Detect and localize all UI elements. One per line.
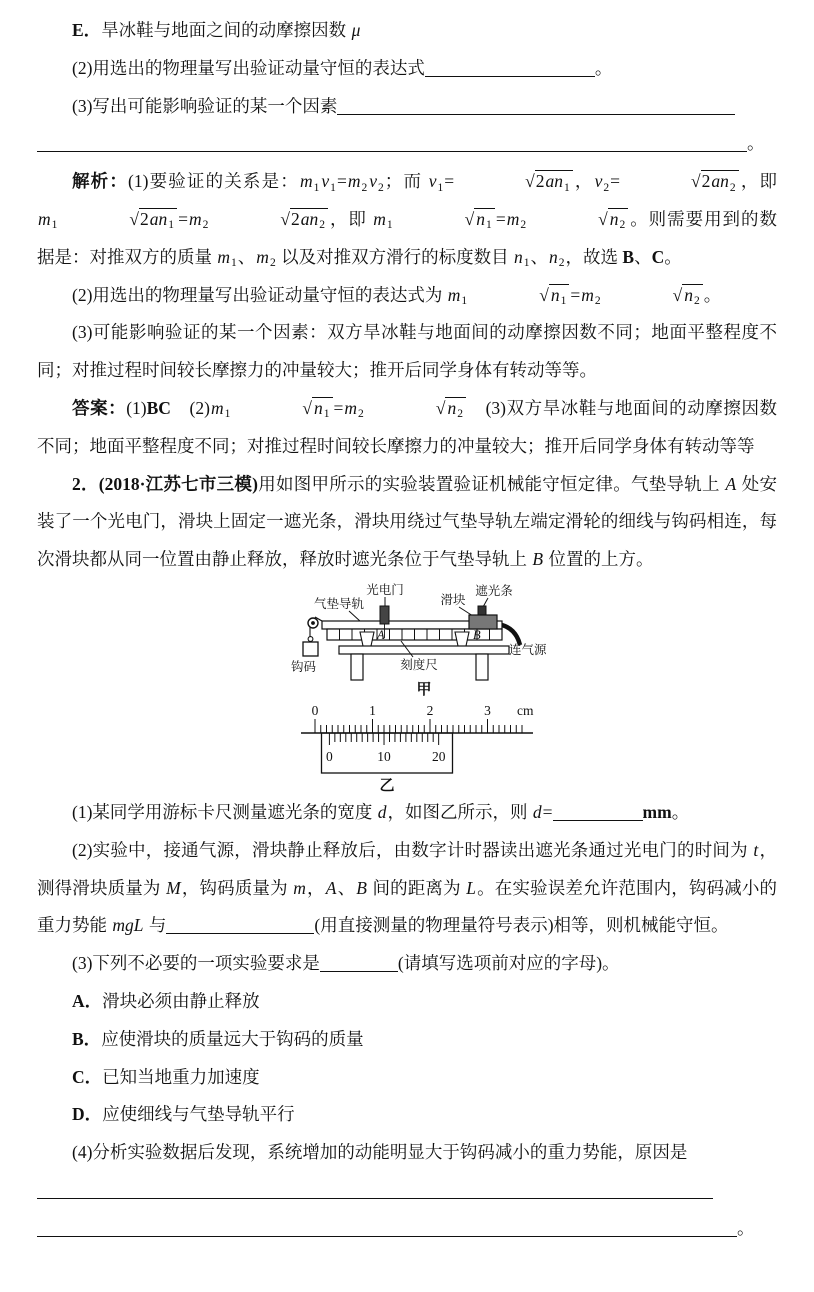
photogate-label: 光电门	[366, 582, 404, 597]
option-e-line	[37, 12, 777, 50]
vernier-caliper-diagram	[293, 699, 538, 794]
question2-part1-line	[37, 794, 777, 832]
text-run: ，即	[329, 208, 373, 229]
text-run: 间的距离为	[367, 877, 466, 898]
air-track-pointer-line	[349, 611, 361, 622]
subscript: 1	[563, 181, 570, 194]
radicand	[290, 208, 328, 232]
bold-text: BC	[146, 397, 171, 418]
blank-answer-line-2	[37, 1210, 777, 1248]
text-run: (1)要验证的关系是：	[128, 171, 299, 192]
radical-sign: √	[435, 397, 446, 418]
figure-jia-caption: 甲	[416, 681, 432, 697]
subscript: 1	[437, 181, 444, 194]
text-run: 与	[144, 915, 167, 936]
air-track-label: 气垫导轨	[313, 596, 365, 611]
question2-part2-paragraph	[37, 832, 777, 945]
variable: m	[373, 208, 386, 229]
variable: m	[347, 171, 361, 192]
point-b-label: B	[473, 627, 481, 642]
subscript: 1	[486, 219, 492, 232]
main-scale-number-3: 3	[483, 702, 491, 718]
table-top	[339, 646, 509, 654]
text-run: 、	[530, 246, 548, 267]
radical-sign: √	[672, 284, 683, 305]
main-scale-unit: cm	[516, 702, 533, 718]
question1-part3-line	[37, 88, 777, 126]
option-d	[37, 1096, 777, 1134]
variable: an	[711, 171, 729, 192]
sqrt-expression	[455, 163, 573, 201]
radicand	[445, 397, 466, 421]
text-run: =	[178, 208, 188, 229]
subscript: 2	[319, 219, 325, 232]
sqrt-expression	[528, 201, 628, 239]
text-run: (3)下列不必要的一项实验要求是	[72, 953, 320, 974]
text-run: =	[333, 397, 344, 418]
support-foot-a	[360, 632, 374, 646]
radicand	[608, 208, 629, 232]
text-run: ，	[573, 171, 594, 192]
figure-yi-caption: 乙	[378, 777, 395, 794]
analysis-paragraph	[37, 163, 777, 276]
text-run: =	[610, 171, 621, 192]
sqrt-expression	[603, 277, 703, 315]
radical-sign: √	[129, 208, 140, 229]
bold-text: B	[622, 246, 635, 267]
radical-sign: √	[539, 284, 549, 305]
radical-sign: √	[302, 397, 312, 418]
option-a	[37, 983, 777, 1021]
variable: d	[377, 801, 387, 822]
text-run: 、	[237, 246, 256, 267]
text-run: 。	[594, 57, 613, 78]
variable: μ	[351, 20, 361, 40]
ruler-label: 刻度尺	[400, 657, 438, 672]
text-run: 。	[671, 801, 690, 822]
sqrt-expression	[395, 201, 495, 239]
main-scale-number-0: 0	[311, 702, 318, 718]
subscript: 1	[323, 408, 330, 421]
vernier-number-20: 20	[431, 748, 445, 764]
subscript: 1	[386, 219, 393, 232]
bold-text: mm	[642, 801, 672, 822]
blank-underline	[166, 916, 314, 935]
support-foot-b	[455, 632, 469, 646]
text-run: 应使细线与气垫导轨平行	[102, 1104, 295, 1125]
text-run: 已知当地重力加速度	[102, 1066, 260, 1087]
variable: B	[356, 877, 367, 898]
subscript: 2	[619, 219, 626, 232]
text-run: (1)	[126, 397, 147, 418]
pulley-axle	[312, 622, 315, 625]
subscript: 2	[603, 181, 610, 194]
variable: mgL	[112, 915, 144, 936]
text-run: (2)实验中，接通气源，滑块静止释放后，由数字计时器读出遮光条通过光电门的时间为	[72, 839, 753, 860]
analysis-part2-line	[37, 277, 777, 315]
variable: L	[466, 877, 476, 898]
sqrt-expression	[232, 390, 332, 428]
text-run: 2	[290, 208, 300, 229]
text-run: (1)某同学用游标卡尺测量遮光条的宽度	[72, 801, 377, 822]
subscript: 1	[224, 408, 231, 421]
blank-answer-line	[37, 125, 777, 163]
answer-paragraph	[37, 390, 777, 466]
variable: m	[293, 877, 306, 898]
variable: m	[447, 284, 461, 305]
question2-part4-line	[37, 1134, 777, 1172]
blank-underline	[37, 134, 747, 153]
variable: v	[321, 171, 330, 192]
variable: A	[325, 877, 337, 898]
text-run: (4)分析实验数据后发现，系统增加的动能明显大于钩码减小的重力势能，原因是	[72, 1142, 688, 1163]
point-a-label: A	[377, 627, 385, 642]
radical-sign: √	[525, 171, 535, 192]
option-b	[37, 1021, 777, 1059]
bold-text: 解析：	[72, 171, 129, 192]
text-run: ，如图乙所示，则	[387, 801, 532, 822]
variable: n	[447, 397, 457, 418]
subscript: 1	[168, 219, 175, 232]
variable: m	[256, 246, 269, 267]
vernier-ticks	[329, 733, 438, 745]
radical-sign: √	[691, 171, 701, 192]
text-run: ，测得滑块质量为	[37, 839, 778, 898]
variable: n	[549, 246, 558, 267]
variable: m	[217, 246, 231, 267]
text-run: ，即	[739, 171, 778, 192]
table-leg-right	[476, 654, 488, 680]
subscript: 1	[51, 219, 58, 232]
radicand	[682, 284, 703, 308]
bold-text: D．	[72, 1104, 103, 1125]
bold-text: 答案：	[72, 397, 127, 418]
variable: an	[545, 171, 563, 192]
bold-text: A．	[72, 990, 103, 1011]
variable: n	[476, 208, 486, 229]
radicand	[701, 170, 739, 194]
subscript: 1	[461, 295, 468, 308]
text-run: 滑块必须由静止释放	[102, 990, 260, 1011]
text-run: (2)用选出的物理量写出验证动量守恒的表达式为	[72, 284, 447, 305]
text-run: 。	[703, 284, 722, 305]
sqrt-expression	[210, 201, 328, 239]
text-run: 。则需要用到的数据是：对推双方的质量	[37, 208, 777, 267]
radicand	[474, 208, 495, 232]
slider-block	[469, 615, 497, 629]
radicand	[312, 397, 333, 421]
bold-text: C．	[72, 1066, 103, 1087]
subscript: 2	[694, 295, 700, 308]
text-run: =	[444, 171, 455, 192]
variable: n	[314, 397, 323, 418]
variable: m	[581, 284, 594, 305]
hook-weight	[303, 642, 318, 656]
text-run: (3)双方旱冰鞋与地面间的动摩擦因数不同；地面平整程度不同；对推过程时间较长摩擦力的冲量较大；推开后同学身体有转动等等	[37, 397, 778, 456]
text-run: (2)	[170, 397, 210, 418]
variable: B	[532, 549, 544, 570]
text-run: =	[542, 801, 553, 822]
variable: v	[369, 171, 378, 192]
blank-underline	[337, 96, 735, 115]
text-run: (请填写选项前对应的字母)。	[397, 953, 620, 974]
subscript: 2	[361, 181, 368, 194]
variable: n	[513, 246, 523, 267]
radical-sign: √	[280, 208, 290, 229]
variable: d	[532, 801, 542, 822]
variable: t	[753, 839, 759, 860]
photogate-device	[380, 606, 389, 624]
question2-part3-line	[37, 945, 777, 983]
radicand	[535, 170, 573, 194]
sqrt-expression	[469, 277, 569, 315]
subscript: 2	[729, 181, 736, 194]
text-run: 应使滑块的质量远大于钩码的质量	[101, 1028, 364, 1049]
subscript: 2	[378, 181, 384, 194]
variable: m	[344, 397, 358, 418]
text-run: 。	[737, 1217, 755, 1238]
radical-sign: √	[464, 208, 475, 229]
blank-underline	[553, 802, 643, 821]
text-run: (3)写出可能影响验证的某一个因素	[72, 95, 338, 116]
subscript: 2	[202, 219, 209, 232]
radicand	[139, 208, 177, 232]
air-source-label: 连气源	[509, 642, 547, 657]
text-run: 用如图甲所示的实验装置验证机械能守恒定律。气垫导轨上	[258, 473, 725, 494]
hook-weight-label: 钩码	[291, 659, 317, 674]
text-run: 。	[664, 246, 682, 267]
hook-loop	[308, 637, 313, 642]
apparatus-diagram	[287, 582, 577, 697]
text-run: ，故选	[565, 246, 623, 267]
variable: v	[594, 171, 603, 192]
text-run: 、	[634, 246, 652, 267]
variable: v	[428, 171, 437, 192]
analysis-part3-paragraph	[37, 314, 777, 390]
text-run: 处安装了一个光电门，滑块上固定一遮光条，滑块用绕过气垫导轨左端定滑轮的细线与钩码相连，每次滑块都从同一位置由静止释放，释放时遮光条位于气垫导轨上	[37, 473, 778, 570]
subscript: 2	[520, 219, 527, 232]
radical-sign: √	[598, 208, 608, 229]
text-run: =	[570, 284, 581, 305]
figure-yi-vernier	[37, 699, 777, 794]
subscript: 2	[269, 257, 276, 270]
variable: M	[166, 877, 181, 898]
text-run: 。	[747, 133, 765, 154]
text-run: 2	[535, 171, 545, 192]
variable: m	[210, 397, 224, 418]
table-leg-left	[351, 654, 363, 680]
text-run: 、	[337, 877, 356, 898]
variable: n	[684, 284, 693, 305]
variable: A	[725, 473, 737, 494]
blank-answer-line-1	[37, 1172, 777, 1210]
blank-underline	[320, 954, 398, 973]
main-scale-number-1: 1	[368, 702, 376, 718]
text-run: 位置的上方。	[544, 549, 654, 570]
text-run: ；而	[384, 171, 428, 192]
text-run: (用直接测量的物理量符号表示)相等，则机械能守恒。	[314, 915, 729, 936]
text-run: ，	[306, 877, 325, 898]
blank-underline	[425, 58, 595, 77]
vernier-number-10: 10	[376, 748, 391, 764]
text-run: (2)用选出的物理量写出验证动量守恒的表达式	[72, 57, 425, 78]
variable: m	[506, 208, 520, 229]
subscript: 2	[558, 257, 565, 270]
strip-label: 遮光条	[475, 583, 513, 598]
bold-text: B．	[72, 1028, 102, 1049]
text-run: 以及对推双方滑行的标度数目	[276, 246, 513, 267]
subscript: 1	[231, 257, 237, 270]
slider-label: 滑块	[440, 592, 466, 607]
variable: n	[550, 284, 560, 305]
text-run: ，钩码质量为	[181, 877, 293, 898]
air-tube	[502, 625, 520, 645]
radicand	[549, 284, 570, 308]
subscript: 2	[594, 295, 601, 308]
text-run: 。在实验误差允许范围内，钩码减小的重力势能	[37, 877, 778, 936]
sqrt-expression	[621, 163, 739, 201]
variable: m	[299, 171, 313, 192]
bold-text: 2．(2018·江苏七市三模)	[72, 473, 259, 494]
subscript: 2	[358, 408, 364, 421]
figure-jia-apparatus	[37, 582, 777, 697]
variable: m	[38, 208, 51, 229]
sqrt-expression	[366, 390, 466, 428]
text-run: 旱冰鞋与地面之间的动摩擦因数	[101, 20, 351, 40]
variable: an	[149, 208, 168, 229]
option-c	[37, 1059, 777, 1097]
variable: an	[300, 208, 319, 229]
main-scale-ticks	[315, 719, 522, 733]
question2-stem-paragraph	[37, 466, 777, 579]
text-run: =	[495, 208, 506, 229]
main-scale-number-2: 2	[426, 702, 433, 718]
question1-part2-line	[37, 50, 777, 88]
text-run: =	[336, 171, 347, 192]
variable: m	[188, 208, 202, 229]
subscript: 1	[313, 181, 320, 194]
bold-text: C	[651, 246, 665, 267]
subscript: 2	[457, 408, 463, 421]
vernier-number-0: 0	[325, 748, 333, 764]
subscript: 1	[560, 295, 567, 308]
subscript: 1	[523, 257, 530, 270]
blank-underline	[37, 1218, 737, 1237]
text-run: 2	[140, 208, 149, 229]
sqrt-expression	[59, 201, 177, 239]
blank-underline	[37, 1180, 713, 1199]
bold-text: E．	[72, 20, 102, 40]
variable: n	[609, 208, 619, 229]
subscript: 1	[330, 181, 336, 194]
text-run: 2	[701, 171, 711, 192]
text-run: (3)可能影响验证的某一个因素：双方旱冰鞋与地面间的动摩擦因数不同；地面平整程度不同；对推过程时间较长摩擦力的冲量较大；推开后同学身体有转动等等。	[37, 322, 777, 381]
